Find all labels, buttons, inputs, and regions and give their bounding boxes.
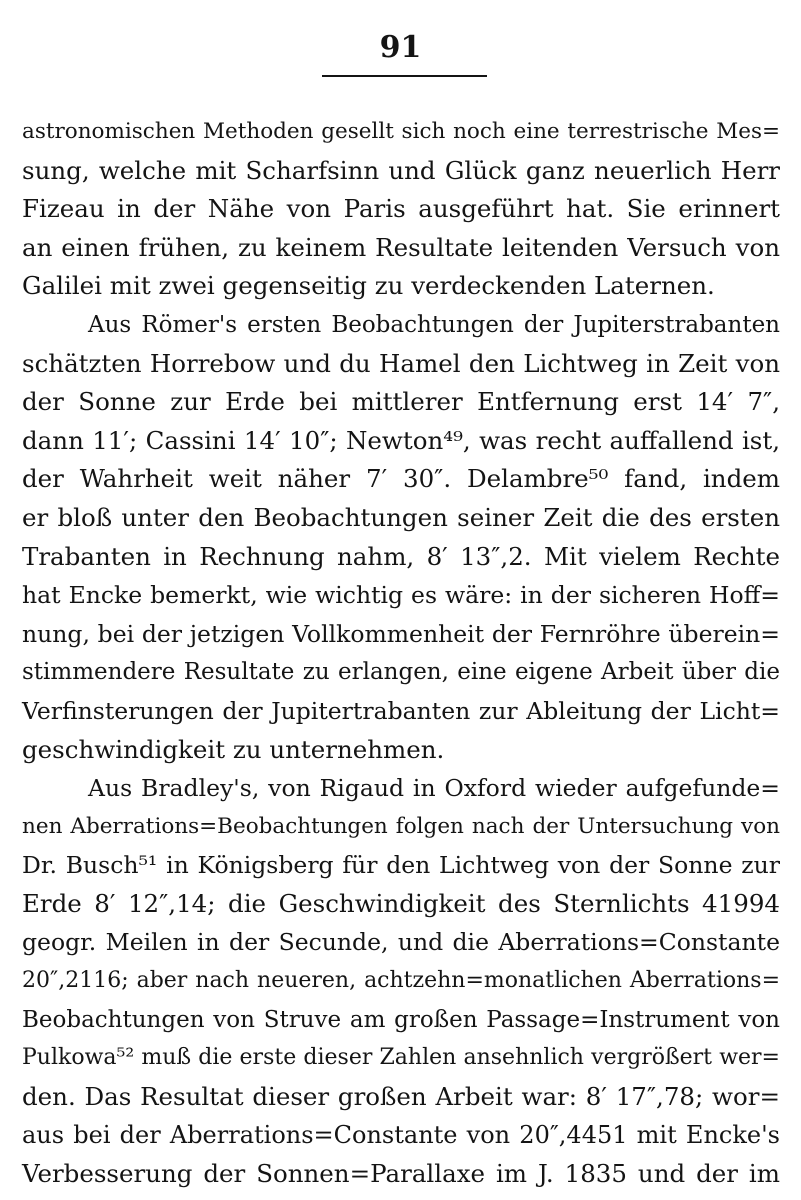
text-line: Erde 8′ 12″,14; die Geschwindigkeit des Sternlichts 41994 — [22, 888, 780, 918]
text-line: Verbesserung der Sonnen=Parallaxe im J. 1835 und der im — [22, 1159, 780, 1189]
text-line: astronomischen Methoden gesellt sich noch eine terrestrische Mes= — [22, 119, 780, 144]
text-line: nen Aberrations=Beobachtungen folgen nach der Untersuchung von — [22, 813, 780, 839]
text-line: sung, welche mit Scharfsinn und Glück ganz neuerlich Herr — [22, 155, 780, 185]
text-line: Verfinsterungen der Jupitertrabanten zur Ableitung der Licht= — [22, 696, 780, 725]
text-line: aus bei der Aberrations=Constante von 20″,4451 mit Encke's — [22, 1121, 780, 1150]
text-line: an einen frühen, zu keinem Resultate leitenden Versuch von — [22, 232, 780, 262]
text-line: dann 11′; Cassini 14′ 10″; Newton⁴⁹, was recht auffallend ist, — [22, 425, 780, 455]
text-line: Pulkowa⁵² muß die erste dieser Zahlen ansehnlich vergrößert wer= — [22, 1045, 780, 1071]
text-line: geschwindigkeit zu unternehmen. — [22, 734, 445, 764]
text-line: Beobachtungen von Struve am großen Passage=Instrument von — [22, 1006, 780, 1033]
text-line: Aus Römer's ersten Beobachtungen der Jupiterstrabanten — [88, 311, 780, 338]
text-line: Galilei mit zwei gegenseitig zu verdeckenden Laternen. — [22, 271, 715, 301]
text-line: schätzten Horrebow und du Hamel den Lichtweg in Zeit von — [22, 348, 780, 378]
text-line: Dr. Busch⁵¹ in Königsberg für den Lichtweg von der Sonne zur — [22, 851, 780, 880]
text-line: Aus Bradley's, von Rigaud in Oxford wieder aufgefunde= — [88, 774, 780, 803]
text-line: Fizeau in der Nähe von Paris ausgeführt hat. Sie erinnert — [22, 194, 780, 224]
text-line: den. Das Resultat dieser großen Arbeit war: 8′ 17″,78; wor= — [22, 1081, 780, 1111]
text-line: geogr. Meilen in der Secunde, und die Aberrations=Constante — [22, 928, 780, 957]
page-number: 91 — [379, 30, 422, 65]
text-line: nung, bei der jetzigen Vollkommenheit der Fernröhre überein= — [22, 619, 780, 648]
text-line: stimmendere Resultate zu erlangen, eine eigene Arbeit über die — [22, 659, 780, 686]
body-text — [22, 113, 780, 1194]
header-rule — [322, 75, 487, 77]
text-line: Trabanten in Rechnung nahm, 8′ 13″,2. Mit vielem Rechte — [22, 541, 780, 571]
text-line: hat Encke bemerkt, wie wichtig es wäre: in der sicheren Hoff= — [22, 581, 780, 610]
text-line: 20″,2116; aber nach neueren, achtzehn=monatlichen Aberrations= — [22, 968, 780, 994]
text-line: der Wahrheit weit näher 7′ 30″. Delambre⁵⁰ fand, indem — [22, 464, 780, 494]
text-line: der Sonne zur Erde bei mittlerer Entfernung erst 14′ 7″, — [22, 387, 780, 417]
text-line: er bloß unter den Beobachtungen seiner Zeit die des ersten — [22, 502, 780, 532]
